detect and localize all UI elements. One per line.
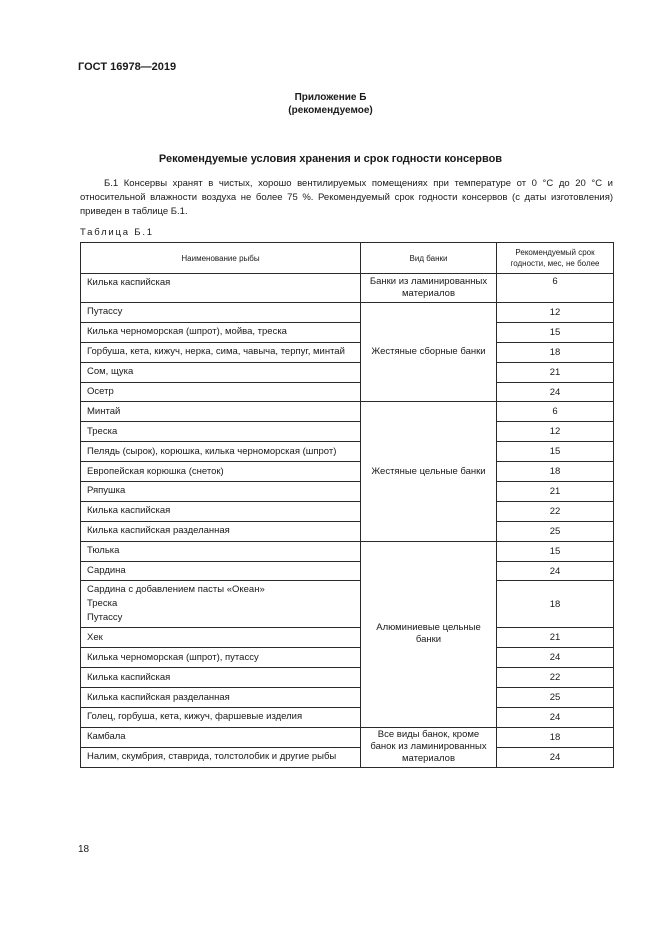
- appendix-title: Приложение Б: [294, 92, 367, 103]
- fish-cell: Голец, горбуша, кета, кижуч, фаршевые изделия: [81, 708, 361, 728]
- table-row: [81, 442, 614, 462]
- fish-line: Путассу: [87, 612, 123, 624]
- fish-cell: Пелядь (сырок), корюшка, килька черноморская (шпрот): [81, 442, 361, 462]
- shelf-life-cell: 15: [497, 322, 614, 342]
- column-header-fish: Наименование рыбы: [81, 243, 361, 274]
- table-row: [81, 362, 614, 382]
- section-heading: Рекомендуемые условия хранения и срок годности консервов: [158, 153, 503, 165]
- table-row: [81, 482, 614, 502]
- shelf-life-cell: 6: [497, 274, 614, 303]
- appendix-status: (рекомендуемое): [288, 105, 373, 116]
- fish-cell: Килька каспийская разделанная: [81, 688, 361, 708]
- shelf-life-cell: 25: [497, 688, 614, 708]
- table-row: [81, 342, 614, 362]
- shelf-life-cell: 18: [497, 581, 614, 628]
- can-type-cell: Все виды банок, кроме банок из ламинированных материалов: [361, 727, 497, 767]
- shelf-life-cell: 24: [497, 648, 614, 668]
- fish-cell: Минтай: [81, 402, 361, 422]
- table-row: [81, 541, 614, 561]
- fish-line: Треска: [87, 598, 118, 610]
- fish-cell: Осетр: [81, 382, 361, 402]
- shelf-life-cell: 15: [497, 541, 614, 561]
- table-header-row: [81, 243, 614, 274]
- column-header-can: Вид банки: [361, 243, 497, 274]
- fish-cell: Тюлька: [81, 541, 361, 561]
- table-row: [81, 322, 614, 342]
- fish-cell: Килька черноморская (шпрот), мойва, треска: [81, 322, 361, 342]
- shelf-life-cell: 18: [497, 342, 614, 362]
- table-row: [81, 668, 614, 688]
- fish-cell: Путассу: [81, 303, 361, 323]
- fish-cell: Килька каспийская разделанная: [81, 521, 361, 541]
- shelf-life-cell: 24: [497, 708, 614, 728]
- table-row: [81, 422, 614, 442]
- table-row: [81, 708, 614, 728]
- shelf-life-cell: 12: [497, 303, 614, 323]
- table-row: [81, 581, 614, 628]
- page-number: 18: [78, 844, 90, 855]
- column-header-shelf-life: Рекомендуемый срок годности, мес, не более: [497, 243, 614, 274]
- shelf-life-cell: 21: [497, 482, 614, 502]
- document-code: ГОСТ 16978—2019: [78, 61, 177, 73]
- table-row: [81, 561, 614, 581]
- can-type-cell: Жестяные цельные банки: [361, 402, 497, 541]
- table-row: [81, 648, 614, 668]
- table-row: [81, 382, 614, 402]
- shelf-life-cell: 12: [497, 422, 614, 442]
- fish-cell: Сардина: [81, 561, 361, 581]
- table-row: [81, 727, 614, 747]
- fish-cell: Налим, скумбрия, ставрида, толстолобик и другие рыбы: [81, 747, 361, 767]
- shelf-life-cell: 22: [497, 501, 614, 521]
- table-row: [81, 747, 614, 767]
- fish-cell: Килька каспийская: [81, 668, 361, 688]
- table-row: [81, 501, 614, 521]
- table-row: [81, 303, 614, 323]
- fish-cell: Хек: [81, 628, 361, 648]
- fish-line: Сардина с добавлением пасты «Океан»: [87, 584, 265, 596]
- shelf-life-cell: 15: [497, 442, 614, 462]
- shelf-life-cell: 22: [497, 668, 614, 688]
- shelf-life-cell: 24: [497, 561, 614, 581]
- fish-cell: Килька каспийская: [81, 274, 361, 303]
- table-row: [81, 521, 614, 541]
- table-row: [81, 274, 614, 303]
- shelf-life-cell: 21: [497, 628, 614, 648]
- table-row: [81, 628, 614, 648]
- shelf-life-cell: 21: [497, 362, 614, 382]
- shelf-life-cell: 18: [497, 727, 614, 747]
- table-row: [81, 688, 614, 708]
- fish-cell: Треска: [81, 422, 361, 442]
- shelf-life-cell: 24: [497, 382, 614, 402]
- shelf-life-cell: 18: [497, 462, 614, 482]
- fish-cell: Сом, щука: [81, 362, 361, 382]
- fish-cell: Камбала: [81, 727, 361, 747]
- fish-cell: Килька каспийская: [81, 501, 361, 521]
- table-row: [81, 402, 614, 422]
- fish-cell: Килька черноморская (шпрот), путассу: [81, 648, 361, 668]
- fish-cell: [81, 581, 361, 628]
- fish-cell: Европейская корюшка (снеток): [81, 462, 361, 482]
- body-paragraph: Б.1 Консервы хранят в чистых, хорошо вентилируемых помещениях при температуре от 0 °С до 20 °С и относительной влажности воздуха не более 75 %. Рекомендуемый срок годности консервов (с даты изготовления) приведен в таблице Б.1.: [80, 178, 613, 217]
- fish-cell: Горбуша, кета, кижуч, нерка, сима, чавыча, терпуг, минтай: [81, 342, 361, 362]
- fish-cell: Ряпушка: [81, 482, 361, 502]
- shelf-life-cell: 24: [497, 747, 614, 767]
- can-type-cell: Жестяные сборные банки: [361, 303, 497, 402]
- shelf-life-cell: 25: [497, 521, 614, 541]
- table-row: [81, 462, 614, 482]
- table-caption: Таблица Б.1: [80, 227, 154, 238]
- storage-table: [80, 242, 614, 768]
- can-type-cell: Алюминиевые цельные банки: [361, 541, 497, 727]
- shelf-life-cell: 6: [497, 402, 614, 422]
- can-type-cell: Банки из ламинированных материалов: [361, 274, 497, 303]
